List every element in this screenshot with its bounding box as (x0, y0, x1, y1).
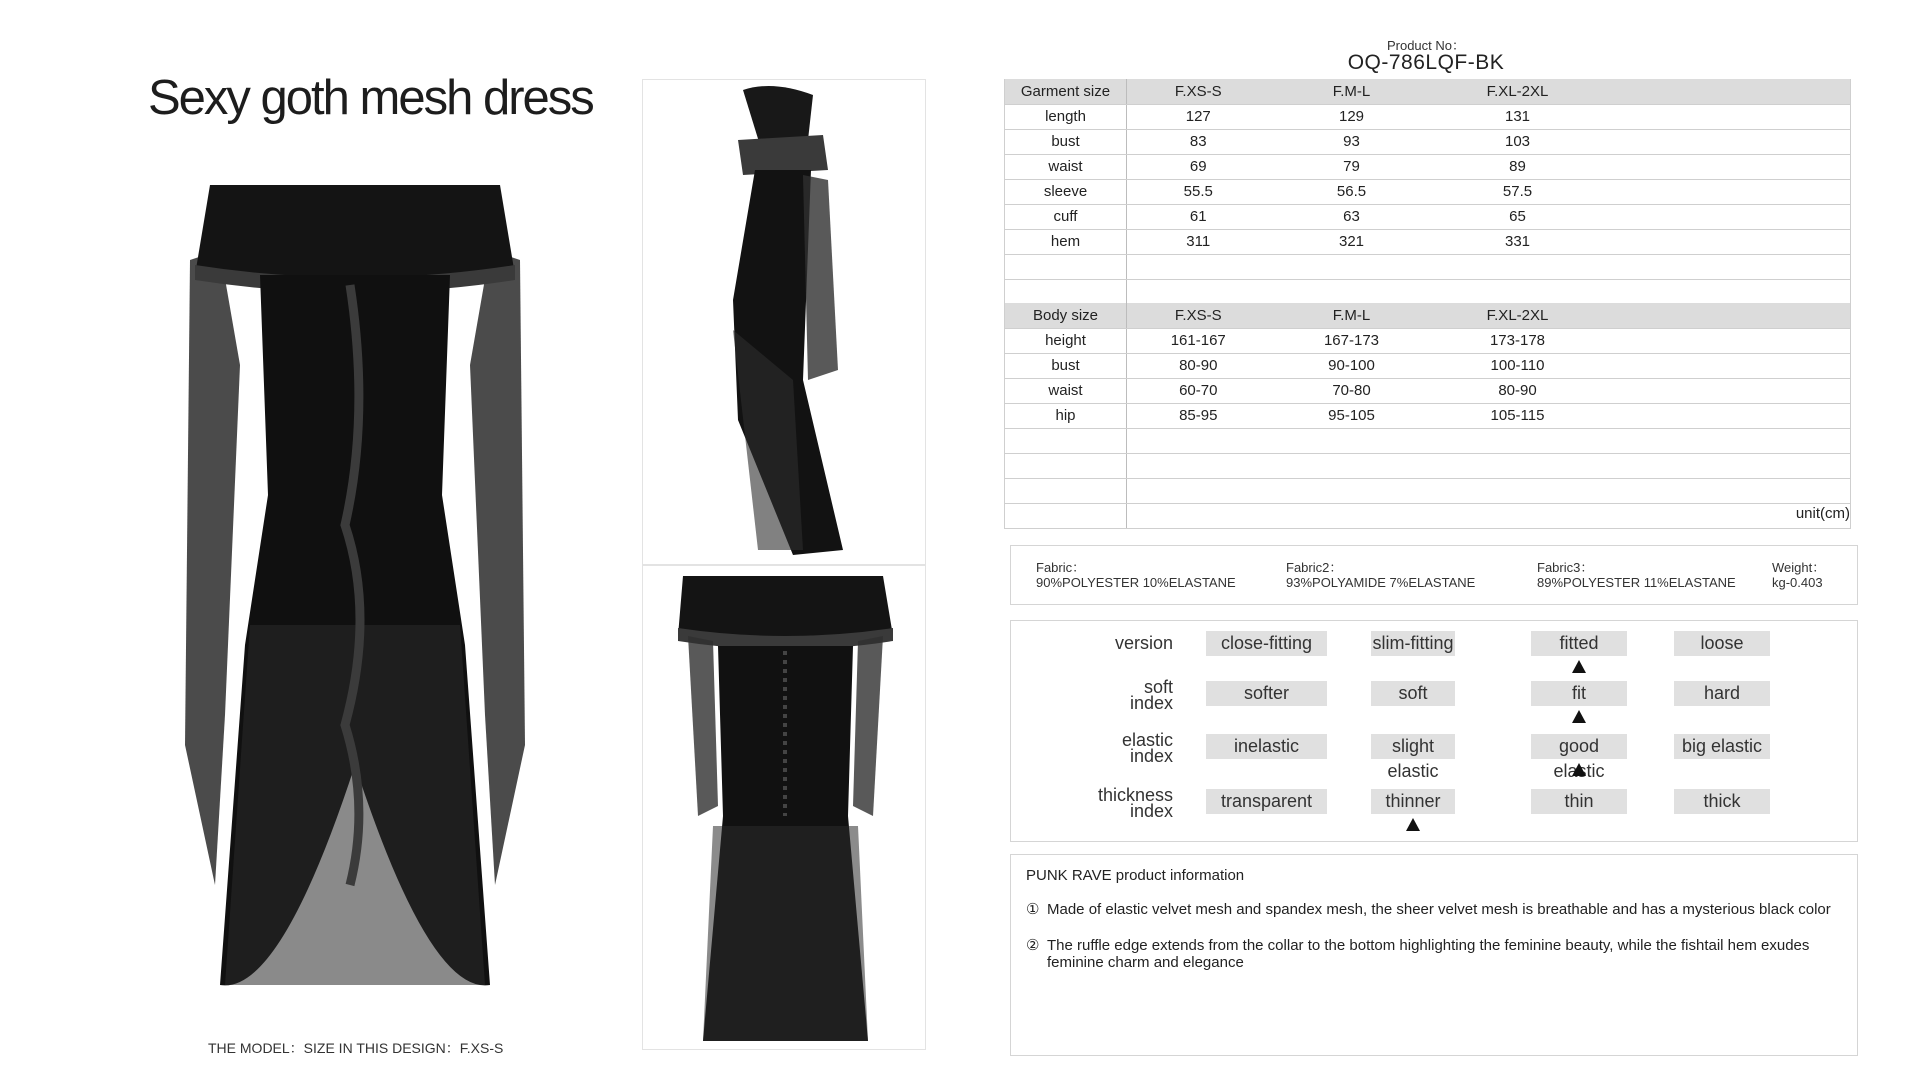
table-cell: 103 (1434, 129, 1602, 154)
table-header-row (1005, 79, 1851, 104)
table-cell-empty (1602, 353, 1851, 378)
table-cell-empty (1602, 179, 1851, 204)
index-label: soft index (1129, 677, 1173, 713)
table-row-empty (1005, 478, 1851, 503)
table-header-row (1005, 303, 1851, 328)
table-cell: 173-178 (1434, 328, 1602, 353)
index-option: fit (1531, 681, 1627, 706)
header-cell: F.M-L (1270, 303, 1434, 328)
index-option: soft (1371, 681, 1455, 706)
table-cell: 60-70 (1127, 378, 1270, 403)
table-cell: 95-105 (1270, 403, 1434, 428)
table-cell: 161-167 (1127, 328, 1270, 353)
index-option: loose (1674, 631, 1770, 656)
header-cell: F.XL-2XL (1434, 303, 1602, 328)
table-cell-empty (1602, 229, 1851, 254)
table-row (1005, 229, 1851, 254)
fabric-value: 93%POLYAMIDE 7%ELASTANE (1286, 575, 1476, 590)
header-cell: Body size (1005, 303, 1127, 328)
table-cell: 127 (1127, 104, 1270, 129)
table-cell: hem (1005, 229, 1127, 254)
table-cell: 61 (1127, 204, 1270, 229)
table-cell: 79 (1270, 154, 1434, 179)
index-option: hard (1674, 681, 1770, 706)
dress-front-photo (180, 165, 530, 1015)
product-number-label: Product No： (1386, 38, 1466, 53)
header-cell: F.XS-S (1127, 303, 1270, 328)
table-cell-empty (1602, 104, 1851, 129)
table-cell: 321 (1270, 229, 1434, 254)
table-cell: 55.5 (1127, 179, 1270, 204)
table-cell: 69 (1127, 154, 1270, 179)
weight-value: kg-0.403 (1772, 575, 1823, 590)
selected-marker-icon (1572, 710, 1586, 723)
header-cell: F.XS-S (1127, 79, 1270, 104)
info-item (1026, 937, 1846, 971)
info-item-text: Made of elastic velvet mesh and spandex mesh, the sheer velvet mesh is breathable and has a mysterious black color (1047, 901, 1831, 918)
table-cell: sleeve (1005, 179, 1127, 204)
table-cell: 100-110 (1434, 353, 1602, 378)
body-size-table (1004, 303, 1851, 529)
info-item-number: ① (1026, 901, 1040, 918)
table-cell: bust (1005, 129, 1127, 154)
table-row-empty (1005, 503, 1851, 528)
header-cell: Garment size (1005, 79, 1127, 104)
table-cell: 63 (1270, 204, 1434, 229)
fabric-1 (1036, 560, 1236, 590)
table-cell: 57.5 (1434, 179, 1602, 204)
info-title: PUNK RAVE product information (1026, 867, 1245, 884)
index-option: thinner (1371, 789, 1455, 814)
table-cell-empty (1602, 204, 1851, 229)
table-cell: 93 (1270, 129, 1434, 154)
table-row-empty (1005, 254, 1851, 279)
product-number: OQ-786LQF-BK (1347, 51, 1505, 74)
selected-marker-icon (1572, 660, 1586, 673)
table-row (1005, 204, 1851, 229)
header-cell: F.XL-2XL (1434, 79, 1602, 104)
table-cell: 129 (1270, 104, 1434, 129)
index-option: inelastic (1206, 734, 1327, 759)
fabric-label: Fabric： (1036, 560, 1086, 575)
table-cell-empty (1602, 328, 1851, 353)
table-row (1005, 154, 1851, 179)
header-cell: F.M-L (1270, 79, 1434, 104)
selected-marker-icon (1572, 763, 1586, 776)
table-cell: 89 (1434, 154, 1602, 179)
garment-size-table (1004, 79, 1851, 305)
table-cell: hip (1005, 403, 1127, 428)
table-cell: waist (1005, 154, 1127, 179)
fabric-3 (1537, 560, 1736, 590)
fabric-label: Fabric2： (1286, 560, 1343, 575)
index-option: slim-fitting (1371, 631, 1455, 656)
table-cell: 90-100 (1270, 353, 1434, 378)
fabric-value: 90%POLYESTER 10%ELASTANE (1036, 575, 1236, 590)
table-cell-empty (1602, 154, 1851, 179)
index-option: good elastic (1531, 734, 1627, 759)
fabric-value: 89%POLYESTER 11%ELASTANE (1537, 575, 1736, 590)
table-cell: 131 (1434, 104, 1602, 129)
table-cell: bust (1005, 353, 1127, 378)
fit-index-panel (1010, 620, 1858, 842)
table-cell: height (1005, 328, 1127, 353)
table-row-empty (1005, 428, 1851, 453)
table-cell-empty (1602, 378, 1851, 403)
index-label: elastic index (1121, 730, 1173, 766)
fabric-label: Fabric3： (1537, 560, 1594, 575)
table-cell: 65 (1434, 204, 1602, 229)
table-cell: 167-173 (1270, 328, 1434, 353)
index-option: slight elastic (1371, 734, 1455, 759)
table-cell: 85-95 (1127, 403, 1270, 428)
selected-marker-icon (1406, 818, 1420, 831)
table-row (1005, 328, 1851, 353)
dress-back-photo (642, 565, 926, 1050)
table-cell: 56.5 (1270, 179, 1434, 204)
weight (1772, 560, 1825, 590)
table-cell: 331 (1434, 229, 1602, 254)
table-row (1005, 104, 1851, 129)
index-option: thick (1674, 789, 1770, 814)
index-label: thickness index (1097, 785, 1173, 821)
table-row-empty (1005, 279, 1851, 304)
product-title: Sexy goth mesh dress (148, 71, 593, 125)
table-cell: 80-90 (1127, 353, 1270, 378)
table-row-empty (1005, 453, 1851, 478)
header-cell-empty (1602, 303, 1851, 328)
table-cell: 83 (1127, 129, 1270, 154)
info-item-text: The ruffle edge extends from the collar to the bottom highlighting the feminine beauty, while the fishtail hem exudes feminine charm and elegance (1047, 937, 1810, 971)
weight-label: Weight： (1772, 560, 1826, 575)
table-row (1005, 403, 1851, 428)
index-option: thin (1531, 789, 1627, 814)
index-label: version (1114, 633, 1173, 653)
table-row (1005, 378, 1851, 403)
fabric-info-box (1010, 545, 1858, 605)
table-cell: 105-115 (1434, 403, 1602, 428)
info-item (1026, 901, 1846, 918)
product-info-box (1010, 854, 1858, 1056)
table-cell: 80-90 (1434, 378, 1602, 403)
table-cell: cuff (1005, 204, 1127, 229)
table-cell: 311 (1127, 229, 1270, 254)
table-cell: length (1005, 104, 1127, 129)
model-size-note: THE MODEL：SIZE IN THIS DESIGN：F.XS-S (208, 1040, 504, 1056)
index-option: transparent (1206, 789, 1327, 814)
table-row (1005, 353, 1851, 378)
table-cell: waist (1005, 378, 1127, 403)
fabric-2 (1286, 560, 1475, 590)
index-option: big elastic (1674, 734, 1770, 759)
dress-side-photo (642, 79, 926, 565)
table-cell: 70-80 (1270, 378, 1434, 403)
table-cell-empty (1602, 403, 1851, 428)
header-cell-empty (1602, 79, 1851, 104)
index-option: fitted (1531, 631, 1627, 656)
info-item-number: ② (1026, 937, 1040, 954)
index-option: softer (1206, 681, 1327, 706)
table-row (1005, 179, 1851, 204)
unit-label: unit(cm) (1795, 505, 1850, 522)
table-row (1005, 129, 1851, 154)
table-cell-empty (1602, 129, 1851, 154)
index-option: close-fitting (1206, 631, 1327, 656)
